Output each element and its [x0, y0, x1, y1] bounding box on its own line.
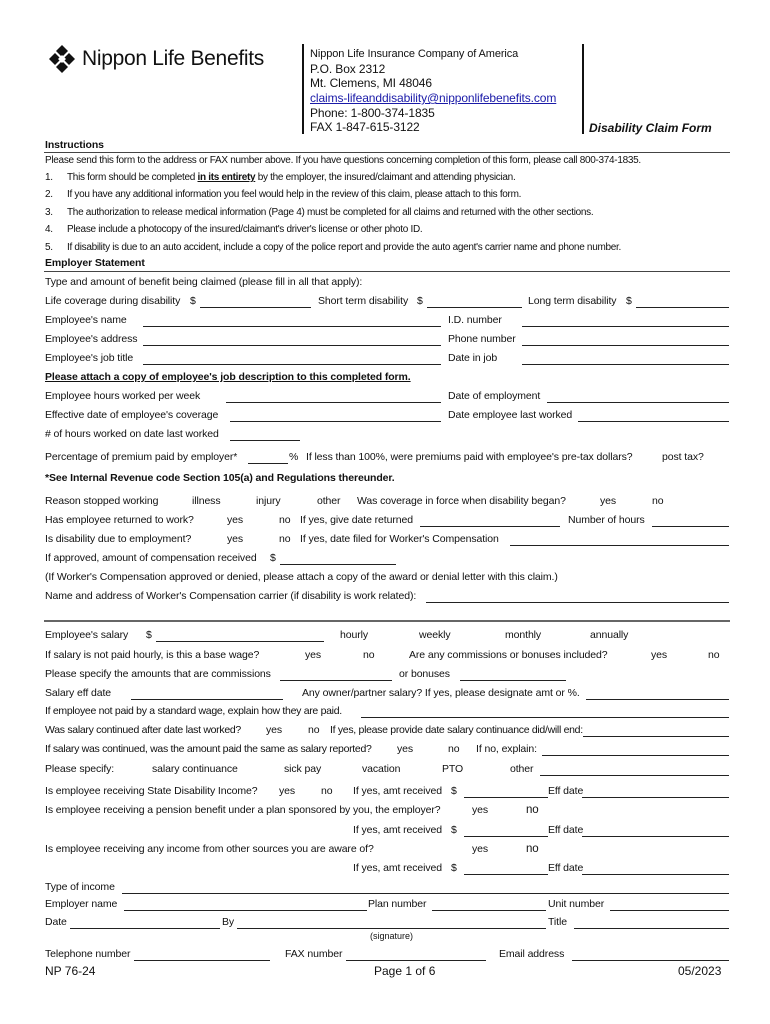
date-field[interactable]: [70, 928, 220, 929]
label: Salary eff date: [45, 687, 112, 699]
dollar-sign: $: [451, 862, 457, 874]
type-income-field[interactable]: [122, 893, 729, 894]
label: If less than 100%, were premiums paid with employee's pre-tax dollars?: [306, 451, 633, 463]
option-other[interactable]: other: [510, 763, 534, 775]
short-term-field[interactable]: [427, 307, 522, 308]
state-eff-date-field[interactable]: [582, 797, 729, 798]
option-monthly[interactable]: monthly: [505, 629, 542, 641]
option-yes[interactable]: yes: [305, 649, 322, 661]
employee-name-field[interactable]: [143, 326, 441, 327]
dollar-sign: $: [146, 629, 152, 641]
fax-number-field[interactable]: [346, 960, 486, 961]
salary-eff-date-field[interactable]: [131, 699, 283, 700]
instructions-intro: Please send this form to the address or FAX number above. If you have questions concerning completion of this form, please call 800-374-1835.: [45, 155, 641, 166]
other-income-amt-field[interactable]: [464, 874, 548, 875]
city: Mt. Clemens, MI 48046: [310, 76, 432, 90]
option-yes[interactable]: yes: [227, 533, 244, 545]
label: Date: [45, 916, 67, 928]
label: Was coverage in force when disability began?: [357, 495, 566, 507]
option-no[interactable]: no: [526, 843, 539, 855]
list-item: If you have any additional information you feel would help in the review of this claim, please attach to this form.: [67, 189, 522, 200]
label: Was salary continued after date last worked?: [45, 724, 241, 736]
company-name: Nippon Life Insurance Company of America: [310, 48, 519, 60]
label: Is employee receiving State Disability Income?: [45, 785, 258, 797]
state-amt-field[interactable]: [464, 797, 548, 798]
label: Eff date: [548, 862, 584, 874]
date-in-job-field[interactable]: [522, 364, 729, 365]
label: Email address: [499, 948, 565, 960]
label: Is employee receiving any income from other sources you are aware of?: [45, 843, 374, 855]
label: If approved, amount of compensation received: [45, 552, 257, 564]
employer-heading: Employer Statement: [45, 257, 145, 269]
label: Date of employment: [448, 390, 541, 402]
label: Title: [548, 916, 567, 928]
premium-pct-field[interactable]: [248, 463, 288, 464]
option-no[interactable]: no: [652, 495, 664, 507]
option-illness[interactable]: illness: [192, 495, 221, 507]
option-no[interactable]: no: [321, 785, 333, 797]
label: If salary was continued, was the amount paid the same as salary reported?: [45, 743, 372, 755]
option-yes[interactable]: yes: [651, 649, 668, 661]
employer-name-field[interactable]: [124, 910, 367, 911]
long-term-field[interactable]: [636, 307, 729, 308]
label: Employee's salary: [45, 629, 129, 641]
logo-mark-icon: [48, 44, 76, 74]
label: Date employee last worked: [448, 409, 573, 421]
pct-sign: %: [289, 451, 299, 463]
list-number: 3.: [45, 207, 53, 218]
label: Date in job: [448, 352, 498, 364]
effective-date-field[interactable]: [230, 421, 441, 422]
benefit-prompt: Type and amount of benefit being claimed (please fill in all that apply):: [45, 276, 363, 288]
label: Are any commissions or bonuses included?: [409, 649, 608, 661]
option-yes[interactable]: yes: [227, 514, 244, 526]
section-divider: [44, 620, 730, 622]
label: I.D. number: [448, 314, 502, 326]
wage-explain-field[interactable]: [361, 717, 729, 718]
label: Number of hours: [568, 514, 645, 526]
option-no[interactable]: no: [279, 514, 291, 526]
option-no[interactable]: no: [448, 743, 460, 755]
label: Employee's job title: [45, 352, 134, 364]
other-income-eff-date-field[interactable]: [582, 874, 729, 875]
label: Please specify the amounts that are commissions: [45, 668, 271, 680]
divider: [44, 271, 730, 272]
form-code: NP 76-24: [45, 964, 96, 978]
continuance-end-field[interactable]: [583, 736, 729, 737]
bonuses-field[interactable]: [460, 680, 566, 681]
date-employment-field[interactable]: [547, 402, 729, 403]
hours-per-week-field[interactable]: [226, 402, 441, 403]
unit-number-field[interactable]: [610, 910, 729, 911]
list-number: 5.: [45, 242, 53, 253]
phone: Phone: 1-800-374-1835: [310, 106, 435, 120]
option-yes[interactable]: yes: [266, 724, 283, 736]
label: Type of income: [45, 881, 115, 893]
label: or bonuses: [399, 668, 450, 680]
pension-amt-field[interactable]: [464, 836, 548, 837]
irs-note: *See Internal Revenue code Section 105(a) and Regulations thereunder.: [45, 472, 395, 484]
plan-number-field[interactable]: [432, 910, 546, 911]
label: # of hours worked on date last worked: [45, 428, 219, 440]
label: Employee's address: [45, 333, 138, 345]
email-address-field[interactable]: [572, 960, 729, 961]
option-no[interactable]: no: [363, 649, 375, 661]
address-divider: [302, 44, 304, 134]
email-link[interactable]: claims-lifeanddisability@nipponlifebenefits.com: [310, 91, 557, 105]
option-yes[interactable]: yes: [279, 785, 296, 797]
label: If yes, give date returned: [300, 514, 413, 526]
logo-text: Nippon Life Benefits: [82, 47, 264, 70]
number-hours-field[interactable]: [652, 526, 729, 527]
label: Reason stopped working: [45, 495, 159, 507]
owner-salary-field[interactable]: [586, 699, 729, 700]
title-field[interactable]: [574, 928, 729, 929]
label: By: [222, 916, 235, 928]
option-injury[interactable]: injury: [256, 495, 281, 507]
option-pto[interactable]: PTO: [442, 763, 464, 775]
label: If yes, amt received: [353, 824, 443, 836]
hours-on-date-field[interactable]: [230, 440, 300, 441]
label: If no, explain:: [476, 743, 537, 755]
label: Eff date: [548, 824, 584, 836]
salary-field[interactable]: [156, 641, 324, 642]
label: Is disability due to employment?: [45, 533, 192, 545]
option-no[interactable]: no: [279, 533, 291, 545]
commissions-field[interactable]: [280, 680, 392, 681]
pension-eff-date-field[interactable]: [582, 836, 729, 837]
list-item: Please include a photocopy of the insured/claimant's driver's license or other photo ID.: [67, 224, 423, 235]
label: Life coverage during disability: [45, 295, 181, 307]
divider: [44, 152, 730, 153]
employee-address-field[interactable]: [143, 345, 441, 346]
telephone-field[interactable]: [134, 960, 270, 961]
list-item: The authorization to release medical information (Page 4) must be completed for all claims and returned with the other sections.: [67, 207, 594, 218]
fax: FAX 1-847-615-3122: [310, 120, 420, 134]
date-last-worked-field[interactable]: [578, 421, 729, 422]
option-hourly[interactable]: hourly: [340, 629, 368, 641]
label: If salary is not paid hourly, is this a base wage?: [45, 649, 260, 661]
option-no[interactable]: no: [308, 724, 320, 736]
option-sick-pay[interactable]: sick pay: [284, 763, 322, 775]
label: Telephone number: [45, 948, 131, 960]
explain-field[interactable]: [542, 755, 729, 756]
option-post-tax[interactable]: post tax?: [662, 451, 704, 463]
option-salary-continuance[interactable]: salary continuance: [152, 763, 238, 775]
label: FAX number: [285, 948, 343, 960]
list-item: This form should be completed in its entirety by the employer, the insured/claimant and attending physician.: [67, 172, 516, 183]
attach-note: Please attach a copy of employee's job description to this completed form.: [45, 371, 411, 383]
label: Long term disability: [528, 295, 617, 307]
label: Is employee receiving a pension benefit under a plan sponsored by you, the employer?: [45, 804, 441, 816]
label: Please specify:: [45, 763, 115, 775]
wc-date-field[interactable]: [510, 545, 729, 546]
label: If yes, amt received: [353, 862, 443, 874]
wc-attach-note: (If Worker's Compensation approved or denied, please attach a copy of the award or denial letter with this claim.): [45, 571, 558, 583]
label: Has employee returned to work?: [45, 514, 194, 526]
wc-amount-field[interactable]: [280, 564, 396, 565]
label: If yes, amt received: [353, 785, 443, 797]
dollar-sign: $: [451, 785, 457, 797]
option-yes[interactable]: yes: [600, 495, 617, 507]
list-number: 2.: [45, 189, 53, 200]
option-yes[interactable]: yes: [397, 743, 414, 755]
instructions-heading: Instructions: [45, 139, 104, 151]
page-number: Page 1 of 6: [374, 964, 436, 978]
label: Plan number: [368, 898, 427, 910]
option-yes[interactable]: yes: [472, 804, 489, 816]
list-number: 1.: [45, 172, 53, 183]
po-box: P.O. Box 2312: [310, 62, 386, 76]
label: Any owner/partner salary? If yes, please designate amt or %.: [302, 687, 580, 699]
date-returned-field[interactable]: [420, 526, 560, 527]
title-divider: [582, 44, 584, 134]
option-annually[interactable]: annually: [590, 629, 629, 641]
other-specify-field[interactable]: [540, 775, 729, 776]
label: Unit number: [548, 898, 605, 910]
signature-field[interactable]: [237, 928, 546, 929]
option-vacation[interactable]: vacation: [362, 763, 401, 775]
label: Employee hours worked per week: [45, 390, 201, 402]
label: Phone number: [448, 333, 516, 345]
list-item: If disability is due to an auto accident, include a copy of the police report and provide the auto agent's carrier name and phone number.: [67, 242, 621, 253]
label: Short term disability: [318, 295, 409, 307]
label: Percentage of premium paid by employer*: [45, 451, 238, 463]
label: Eff date: [548, 785, 584, 797]
label: Name and address of Worker's Compensation carrier (if disability is work related):: [45, 590, 417, 602]
label: If employee not paid by a standard wage, explain how they are paid.: [45, 705, 342, 717]
phone-number-field[interactable]: [522, 345, 729, 346]
id-number-field[interactable]: [522, 326, 729, 327]
label: Effective date of employee's coverage: [45, 409, 219, 421]
list-number: 4.: [45, 224, 53, 235]
wc-carrier-field[interactable]: [426, 602, 729, 603]
dollar-sign: $: [417, 295, 423, 307]
label: If yes, please provide date salary continuance did/will end:: [330, 724, 583, 736]
job-title-field[interactable]: [143, 364, 441, 365]
label: Employer name: [45, 898, 118, 910]
life-coverage-field[interactable]: [200, 307, 311, 308]
option-other[interactable]: other: [317, 495, 341, 507]
dollar-sign: $: [190, 295, 196, 307]
option-yes[interactable]: yes: [472, 843, 489, 855]
dollar-sign: $: [626, 295, 632, 307]
dollar-sign: $: [451, 824, 457, 836]
form-date: 05/2023: [678, 964, 722, 978]
dollar-sign: $: [270, 552, 276, 564]
option-no[interactable]: no: [526, 804, 539, 816]
option-no[interactable]: no: [708, 649, 720, 661]
option-weekly[interactable]: weekly: [419, 629, 451, 641]
form-title: Disability Claim Form: [589, 121, 712, 135]
signature-caption: (signature): [370, 931, 414, 941]
label: Employee's name: [45, 314, 127, 326]
label: If yes, date filed for Worker's Compensation: [300, 533, 499, 545]
